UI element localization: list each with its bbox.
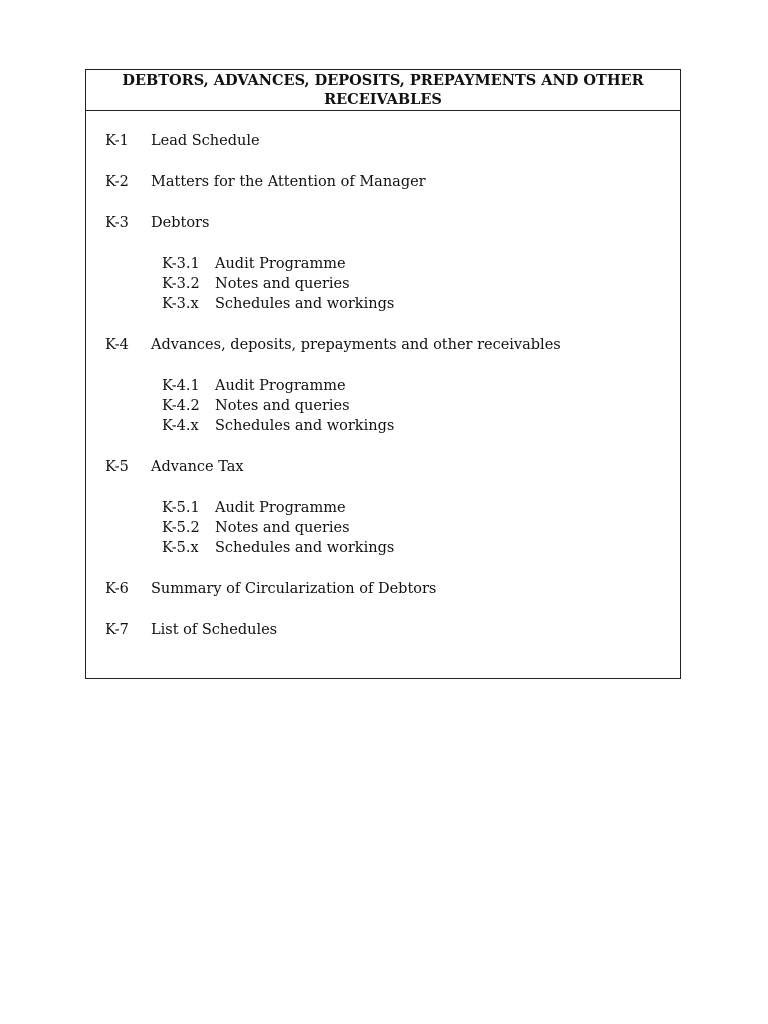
section-code: K-5 <box>105 459 129 475</box>
section-label: Advance Tax <box>151 459 244 475</box>
subsection-label: Schedules and workings <box>215 418 395 434</box>
subsection-code: K-4.x <box>162 418 199 434</box>
subsection-label: Audit Programme <box>215 378 346 394</box>
section-code: K-3 <box>105 215 129 231</box>
subsection-label: Audit Programme <box>215 256 346 272</box>
section-code: K-6 <box>105 581 129 597</box>
subsection-label: Notes and queries <box>215 398 350 414</box>
subsection-label: Schedules and workings <box>215 296 395 312</box>
section-code: K-1 <box>105 133 129 149</box>
title-line-1: DEBTORS, ADVANCES, DEPOSITS, PREPAYMENTS AND OTHER <box>122 72 644 89</box>
section-label: List of Schedules <box>151 622 278 638</box>
subsection-code: K-5.2 <box>162 520 200 536</box>
subsection-code: K-3.1 <box>162 256 200 272</box>
subsection-code: K-5.x <box>162 540 199 556</box>
subsection-code: K-4.1 <box>162 378 200 394</box>
section-label: Advances, deposits, prepayments and other receivables <box>151 337 561 353</box>
section-code: K-2 <box>105 174 129 190</box>
section-label: Summary of Circularization of Debtors <box>151 581 437 597</box>
section-code: K-4 <box>105 337 129 353</box>
subsection-code: K-5.1 <box>162 500 200 516</box>
subsection-label: Audit Programme <box>215 500 346 516</box>
subsection-label: Notes and queries <box>215 520 350 536</box>
subsection-code: K-4.2 <box>162 398 200 414</box>
section-code: K-7 <box>105 622 129 638</box>
title-line-2: RECEIVABLES <box>324 91 442 108</box>
subsection-code: K-3.x <box>162 296 199 312</box>
section-label: Lead Schedule <box>151 133 260 149</box>
section-label: Matters for the Attention of Manager <box>151 174 426 190</box>
index-title <box>86 70 680 111</box>
subsection-label: Notes and queries <box>215 276 350 292</box>
index-box <box>85 69 681 679</box>
section-label: Debtors <box>151 215 210 231</box>
subsection-label: Schedules and workings <box>215 540 395 556</box>
subsection-code: K-3.2 <box>162 276 200 292</box>
